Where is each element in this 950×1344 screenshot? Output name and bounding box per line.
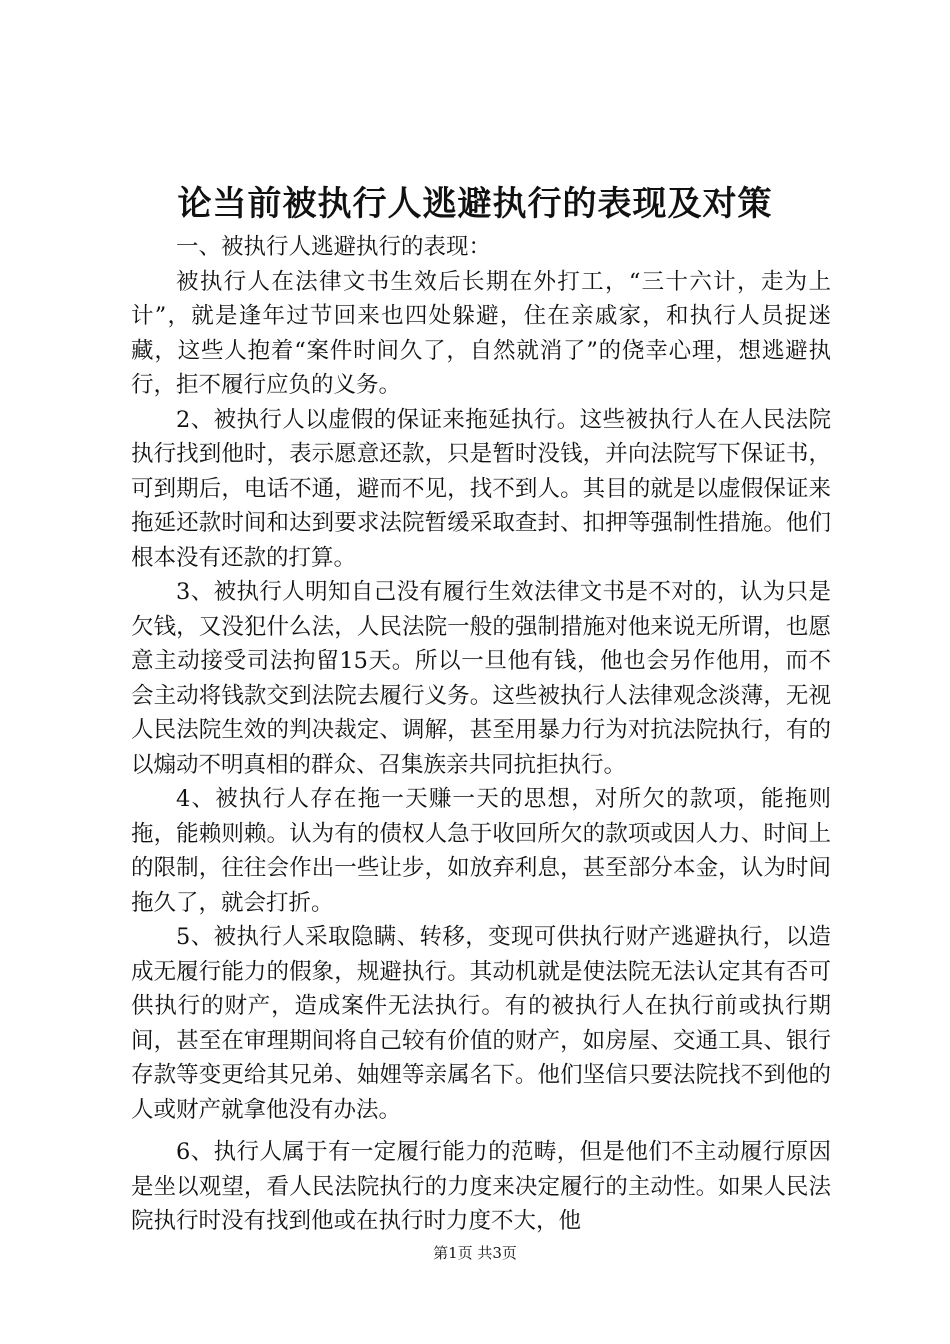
paragraph-5: 5、被执行人采取隐瞒、转移，变现可供执行财产逃避执行，以造成无履行能力的假象，规避执行。其动机就是使法院无法认定其有否可供执行的财产，造成案件无法执行。有的被执行人在执行前或执行期间，甚至在审理期间将自己较有价值的财产，如房屋、交通工具、银行存款等变更给其兄弟、妯娌等亲属名下。他们坚信只要法院找不到他的人或财产就拿他没有办法。 [131,924,831,1123]
section-heading: 一、被执行人逃避执行的表现： [176,234,492,260]
paragraph-4: 4、被执行人存在拖一天赚一天的思想，对所欠的款项，能拖则拖，能赖则赖。认为有的债权人急于收回所欠的款项或因人力、时间上的限制，往往会作出一些让步，如放弃利息，甚至部分本金，认为时间拖久了，就会打折。 [131,786,831,916]
document-body [131,230,831,1239]
paragraph-2: 2、被执行人以虚假的保证来拖延执行。这些被执行人在人民法院执行找到他时，表示愿意还款，只是暂时没钱，并向法院写下保证书，可到期后，电话不通，避而不见，找不到人。其目的就是以虚假保证来拖延还款时间和达到要求法院暂缓采取查封、扣押等强制性措施。他们根本没有还款的打算。 [131,406,831,571]
page-number-footer: 第1页 共3页 [433,1244,517,1262]
document-title: 论当前被执行人逃避执行的表现及对策 [177,184,773,224]
paragraph-6: 6、执行人属于有一定履行能力的范畴，但是他们不主动履行原因是坐以观望，看人民法院执行的力度来决定履行的主动性。如果人民法院执行时没有找到他或在执行时力度不大，他 [131,1139,831,1234]
paragraph-3: 3、被执行人明知自己没有履行生效法律文书是不对的，认为只是欠钱，又没犯什么法，人民法院一般的强制措施对他来说无所谓，也愿意主动接受司法拘留15天。所以一旦他有钱，他也会另作他用，而不会主动将钱款交到法院去履行义务。这些被执行人法律观念淡薄，无视人民法院生效的判决裁定、调解，甚至用暴力行为对抗法院执行，有的以煽动不明真相的群众、召集族亲共同抗拒执行。 [131,579,831,778]
paragraph-1: 被执行人在法律文书生效后长期在外打工，“三十六计，走为上计”，就是逢年过节回来也四处躲避，住在亲戚家，和执行人员捉迷藏，这些人抱着“案件时间久了，自然就消了”的侥幸心理，想逃避执行，拒不履行应负的义务。 [131,268,831,398]
